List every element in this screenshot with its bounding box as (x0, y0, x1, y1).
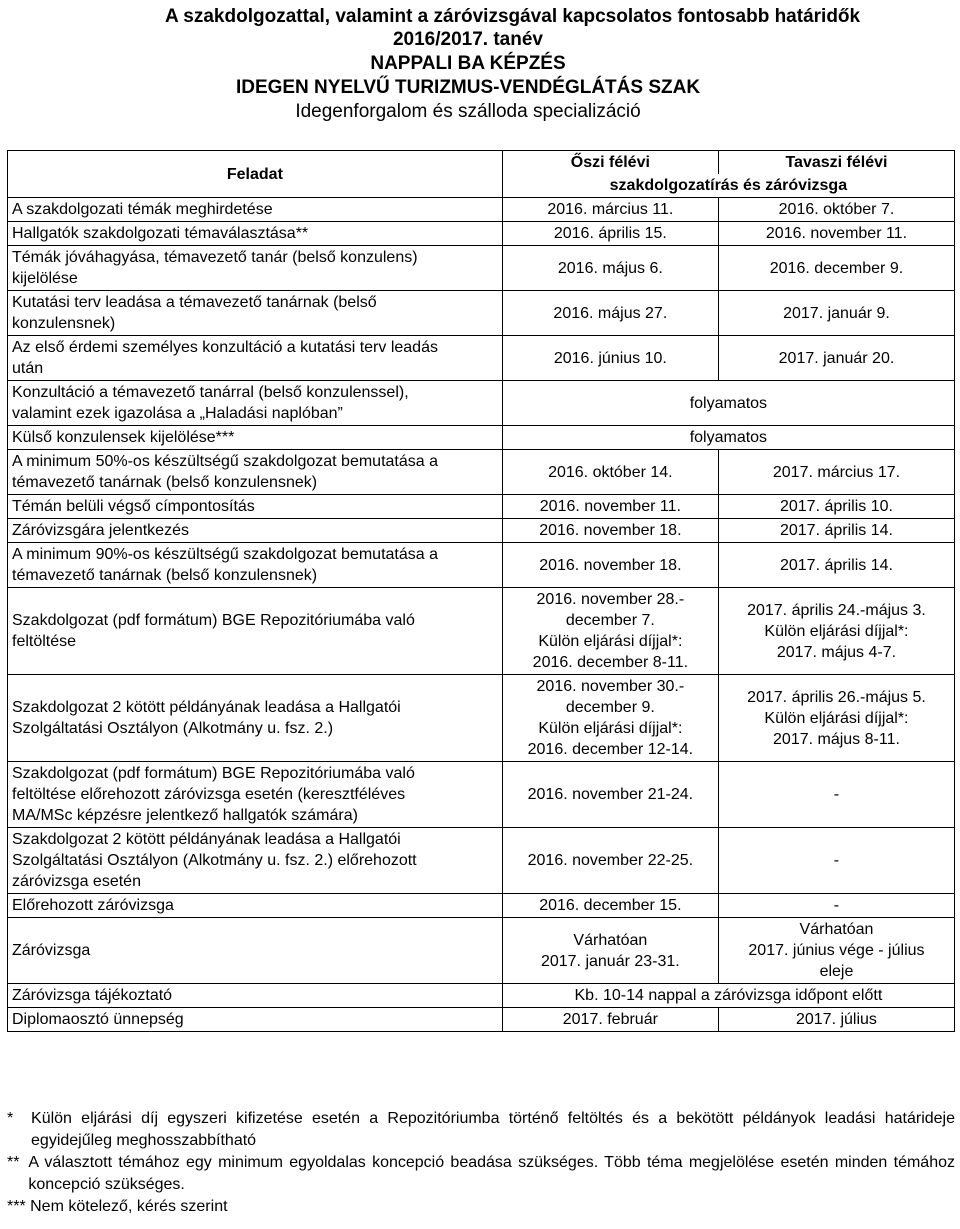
deadline-both-cell: folyamatos (502, 426, 954, 450)
footnote-mark: * (7, 1110, 32, 1127)
deadline-spring-cell: 2017. április 10. (718, 495, 954, 519)
table-row (8, 291, 955, 336)
task-cell: Záróvizsga tájékoztató (8, 984, 503, 1008)
program-type: NAPPALI BA KÉPZÉS (370, 53, 566, 74)
table-row (8, 495, 955, 519)
table-row (8, 519, 955, 543)
deadline-spring-cell: 2016. december 9. (718, 246, 954, 291)
header-spring: Tavaszi félévi (718, 151, 954, 175)
task-cell: Hallgatók szakdolgozati témaválasztása** (8, 222, 503, 246)
deadline-autumn-cell: 2016. április 15. (502, 222, 718, 246)
deadline-spring-cell: 2017. július (718, 1008, 954, 1032)
task-cell: A szakdolgozati témák meghirdetése (8, 198, 503, 222)
table-body (8, 198, 955, 1032)
specialization: Idegenforgalom és szálloda specializáció (295, 101, 641, 122)
task-cell: Külső konzulensek kijelölése*** (8, 426, 503, 450)
header-autumn: Őszi félévi (502, 151, 718, 175)
deadline-spring-cell: 2016. november 11. (718, 222, 954, 246)
deadline-spring-cell: 2016. október 7. (718, 198, 954, 222)
table-row (8, 198, 955, 222)
task-cell: Szakdolgozat (pdf formátum) BGE Repozitóriumába való feltöltése (8, 588, 503, 675)
deadline-autumn-cell: 2016. november 30.- december 9. Külön eljárási díjjal*: 2016. december 12-14. (502, 675, 718, 762)
deadline-spring-cell: 2017. április 14. (718, 519, 954, 543)
task-cell: A minimum 90%-os készültségű szakdolgozat bemutatása a témavezető tanárnak (belső konzulensnek) (8, 543, 503, 588)
task-cell: Témák jóváhagyása, témavezető tanár (belső konzulens) kijelölése (8, 246, 503, 291)
table-row (8, 246, 955, 291)
header-subtitle: szakdolgozatírás és záróvizsga (502, 174, 954, 198)
program-name: IDEGEN NYELVŰ TURIZMUS-VENDÉGLÁTÁS SZAK (235, 77, 701, 98)
table-row (8, 918, 955, 984)
document-title: A szakdolgozattal, valamint a záróvizsgával kapcsolatos fontosabb határidők (165, 6, 861, 27)
deadline-autumn-cell: 2016. november 18. (502, 519, 718, 543)
deadline-spring-cell: 2017. április 26.-május 5. Külön eljárási díjjal*: 2017. május 8-11. (718, 675, 954, 762)
task-cell: Záróvizsga (8, 918, 503, 984)
deadline-autumn-cell: 2016. november 18. (502, 543, 718, 588)
table-row (8, 450, 955, 495)
task-cell: Előrehozott záróvizsga (8, 894, 503, 918)
deadline-spring-cell: Várhatóan 2017. június vége - július eleje (718, 918, 954, 984)
deadline-autumn-cell: 2016. október 14. (502, 450, 718, 495)
deadline-spring-cell: - (718, 762, 954, 828)
table-row (8, 543, 955, 588)
deadline-spring-cell: - (718, 828, 954, 894)
task-cell: Az első érdemi személyes konzultáció a kutatási terv leadás után (8, 336, 503, 381)
table-row (8, 588, 955, 675)
task-cell: Záróvizsgára jelentkezés (8, 519, 503, 543)
footnotes (7, 1108, 955, 1218)
footnote-text: Külön eljárási díj egyszeri kifizetése esetén a Repozitóriumba történő feltöltés és a bekötött példányok leadási határideje egyidejűleg meghosszabbítható (31, 1110, 955, 1149)
deadline-autumn-cell: 2017. február (502, 1008, 718, 1032)
deadline-autumn-cell: 2016. november 11. (502, 495, 718, 519)
footnote (7, 1152, 955, 1196)
deadline-autumn-cell: 2016. november 28.- december 7. Külön eljárási díjjal*: 2016. december 8-11. (502, 588, 718, 675)
footnote (7, 1108, 955, 1152)
deadline-spring-cell: 2017. január 20. (718, 336, 954, 381)
task-cell: Témán belüli végső címpontosítás (8, 495, 503, 519)
deadline-spring-cell: 2017. április 14. (718, 543, 954, 588)
table-row (8, 336, 955, 381)
deadline-autumn-cell: 2016. május 6. (502, 246, 718, 291)
footnote-text: Nem kötelező, kérés szerint (30, 1198, 228, 1215)
task-cell: Szakdolgozat (pdf formátum) BGE Repozitóriumába való feltöltése előrehozott záróvizsga esetén (keresztféléves MA/MSc képzésre jelentkező hallgatók számára) (8, 762, 503, 828)
footnote-text: A választott témához egy minimum egyoldalas koncepció beadása szükséges. Több téma megjelölése esetén minden témához koncepció szükséges. (28, 1154, 955, 1193)
deadline-both-cell: folyamatos (502, 381, 954, 426)
table-row (8, 984, 955, 1008)
deadline-autumn-cell: 2016. december 15. (502, 894, 718, 918)
footnote-mark: ** (7, 1154, 29, 1171)
deadlines-table (7, 150, 955, 1032)
task-cell: Diplomaosztó ünnepség (8, 1008, 503, 1032)
task-cell: Szakdolgozat 2 kötött példányának leadása a Hallgatói Szolgáltatási Osztályon (Alkotmány u. fsz. 2.) (8, 675, 503, 762)
deadline-autumn-cell: 2016. november 22-25. (502, 828, 718, 894)
deadline-spring-cell: 2017. március 17. (718, 450, 954, 495)
table-row (8, 762, 955, 828)
deadline-spring-cell: 2017. január 9. (718, 291, 954, 336)
table-row (8, 828, 955, 894)
header-task: Feladat (8, 151, 503, 198)
deadline-autumn-cell: 2016. május 27. (502, 291, 718, 336)
footnote (7, 1196, 955, 1218)
academic-year: 2016/2017. tanév (392, 29, 543, 50)
deadline-spring-cell: 2017. április 24.-május 3. Külön eljárási díjjal*: 2017. május 4-7. (718, 588, 954, 675)
table-row (8, 381, 955, 426)
deadline-autumn-cell: 2016. november 21-24. (502, 762, 718, 828)
deadline-both-cell: Kb. 10-14 nappal a záróvizsga időpont előtt (502, 984, 954, 1008)
deadline-spring-cell: - (718, 894, 954, 918)
table-row (8, 675, 955, 762)
task-cell: Konzultáció a témavezető tanárral (belső konzulenssel), valamint ezek igazolása a „Haladási naplóban” (8, 381, 503, 426)
table-row (8, 222, 955, 246)
task-cell: Szakdolgozat 2 kötött példányának leadása a Hallgatói Szolgáltatási Osztályon (Alkotmány u. fsz. 2.) előrehozott záróvizsga esetén (8, 828, 503, 894)
deadline-autumn-cell: 2016. március 11. (502, 198, 718, 222)
deadline-autumn-cell: Várhatóan 2017. január 23-31. (502, 918, 718, 984)
table-row (8, 894, 955, 918)
footnote-mark: *** (7, 1198, 31, 1215)
task-cell: Kutatási terv leadása a témavezető tanárnak (belső konzulensnek) (8, 291, 503, 336)
deadline-autumn-cell: 2016. június 10. (502, 336, 718, 381)
task-cell: A minimum 50%-os készültségű szakdolgozat bemutatása a témavezető tanárnak (belső konzulensnek) (8, 450, 503, 495)
table-row (8, 426, 955, 450)
table-row (8, 1008, 955, 1032)
